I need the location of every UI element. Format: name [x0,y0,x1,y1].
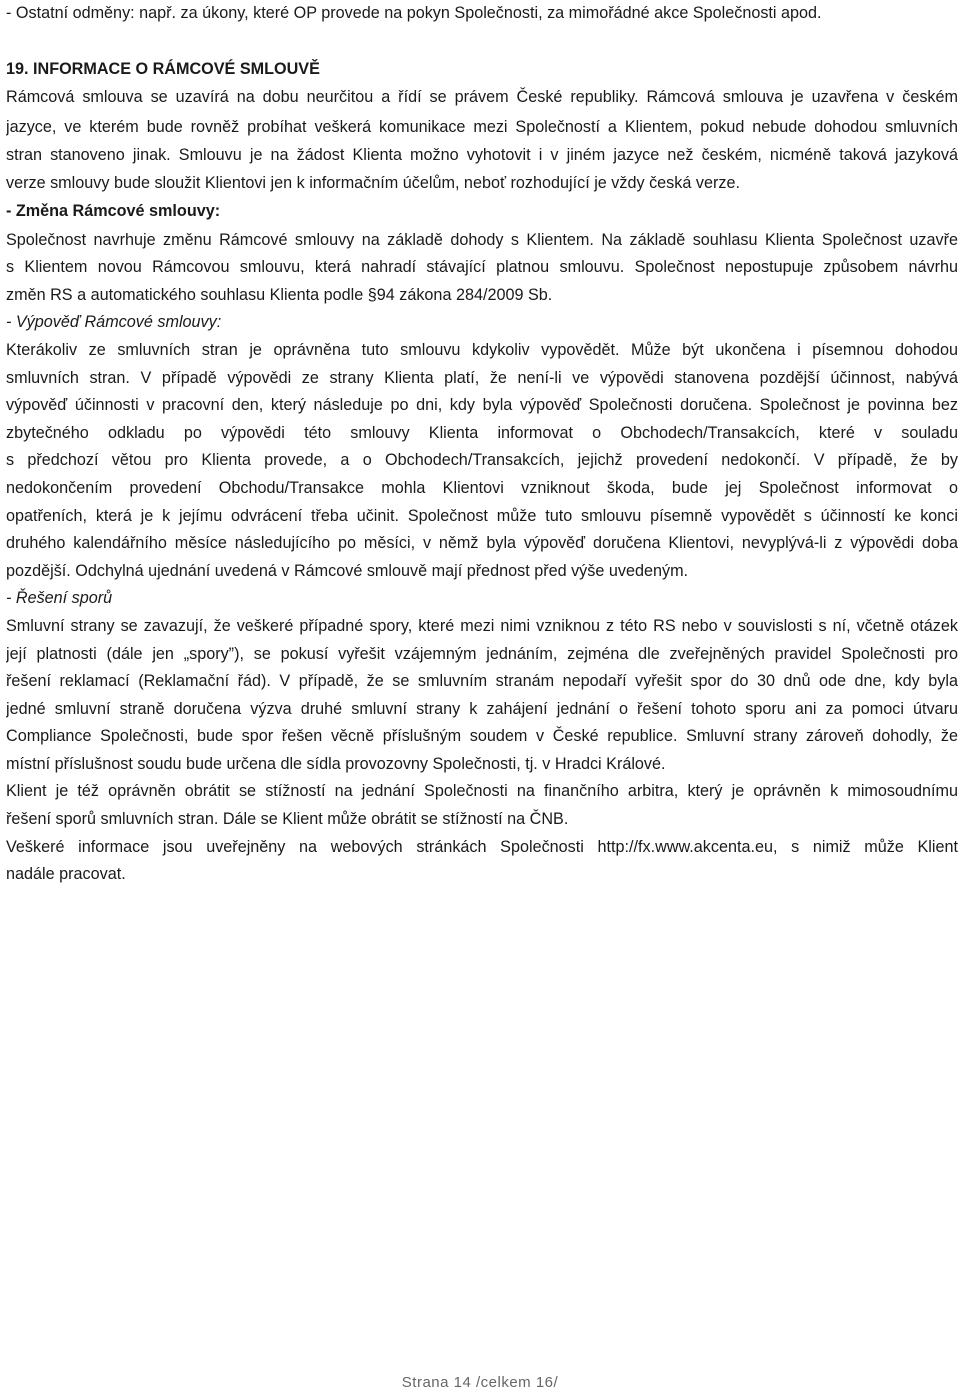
paragraph-line: řešení reklamací (Reklamační řád). V případě, že se smluvním stranám nepodaří vyřešit spor do 30 dnů ode dne, kdy byla [6,672,958,690]
paragraph-line: stran stanoveno jinak. Smlouvu je na žádost Klienta možno vyhotovit i v jiném jazyce než českém, nicméně taková jazyková [6,146,958,164]
paragraph-line: změn RS a automatického souhlasu Klienta podle §94 zákona 284/2009 Sb. [6,286,553,304]
paragraph-line: Klient je též oprávněn obrátit se stížností na jednání Společnosti na finančního arbitra, který je oprávněn k mimosoudnímu [6,782,958,800]
paragraph-line: Compliance Společnosti, bude spor řešen věcně příslušným soudem v České republice. Smluvní strany zároveň dohodly, že [6,727,958,745]
paragraph-line: její platnosti (dále jen „spory”), se pokusí vyřešit vzájemným jednáním, zejména dle zveřejněných pravidel Společnosti pro [6,645,958,663]
paragraph-line: Rámcová smlouva se uzavírá na dobu neurčitou a řídí se právem České republiky. Rámcová smlouva je uzavřena v českém [6,88,958,106]
paragraph-line: s Klientem novou Rámcovou smlouvu, která nahradí stávající platnou smlouvu. Společnost nepostupuje způsobem návrhu [6,258,958,276]
paragraph-line: opatřeních, která je k jejímu odvrácení třeba učinit. Společnost může tuto smlouvu písemně vypovědět s účinností ke konci [6,507,958,525]
paragraph-line: jazyce, ve kterém bude rovněž probíhat veškerá komunikace mezi Společností a Klientem, pokud nebude dohodou smluvních [6,118,958,136]
paragraph-line: Smluvní strany se zavazují, že veškeré případné spory, které mezi nimi vzniknou z této RS nebo v souvislosti s ní, včetně otázek [6,617,958,635]
paragraph-line: smluvních stran. V případě výpovědi ze strany Klienta platí, že není-li ve výpovědi stanovena pozdější účinnost, nabývá [6,369,958,387]
bullet-other-fees: - Ostatní odměny: např. za úkony, které OP provede na pokyn Společnosti, za mimořádné akce Společnosti apod. [6,4,822,22]
section-heading: 19. INFORMACE O RÁMCOVÉ SMLOUVĚ [6,60,320,78]
paragraph-line: nadále pracovat. [6,865,126,883]
paragraph-line: verze smlouvy bude sloužit Klientovi jen k informačním účelům, neboť rozhodující je vždy česká verze. [6,174,740,192]
paragraph-line: Kterákoliv ze smluvních stran je oprávněna tuto smlouvu kdykoliv vypovědět. Může být ukončena i písemnou dohodou [6,341,958,359]
paragraph-line: pozdější. Odchylná ujednání uvedená v Rámcové smlouvě mají přednost před výše uvedeným. [6,562,689,580]
page-number: Strana 14 /celkem 16/ [401,1374,559,1391]
paragraph-line: Veškeré informace jsou uveřejněny na webových stránkách Společnosti http://fx.www.akcenta.eu, s nimiž může Klient [6,838,958,856]
paragraph-line: Společnost navrhuje změnu Rámcové smlouvy na základě dohody s Klientem. Na základě souhlasu Klienta Společnost uzavře [6,231,958,249]
subheading-termination: - Výpověď Rámcové smlouvy: [6,313,222,331]
paragraph-line: zbytečného odkladu po výpovědi této smlouvy Klienta informovat o Obchodech/Transakcích, které v souladu [6,424,958,442]
paragraph-line: s předchozí větou pro Klienta provede, a o Obchodech/Transakcích, jejichž provedení nedokončí. V případě, že by [6,451,958,469]
paragraph-line: řešení sporů smluvních stran. Dále se Klient může obrátit se stížností na ČNB. [6,810,569,828]
paragraph-line: výpověď účinnosti v pracovní den, který následuje po dni, kdy byla výpověď Společnosti doručena. Společnost je povinna bez [6,396,958,414]
paragraph-line: místní příslušnost soudu bude určena dle sídla provozovny Společnosti, tj. v Hradci Králové. [6,755,666,773]
subheading-change: - Změna Rámcové smlouvy: [6,202,221,220]
subheading-disputes: - Řešení sporů [6,589,113,607]
paragraph-line: nedokončením provedení Obchodu/Transakce mohla Klientovi vzniknout škoda, bude jej Společnost informovat o [6,479,958,497]
paragraph-line: druhého kalendářního měsíce následujícího po měsíci, v němž byla výpověď doručena Klientovi, nevyplývá-li z výpovědi doba [6,534,958,552]
paragraph-line: jedné smluvní straně doručena výzva druhé smluvní strany k zahájení jednání o řešení tohoto sporu ani za pomoci útvaru [6,700,958,718]
